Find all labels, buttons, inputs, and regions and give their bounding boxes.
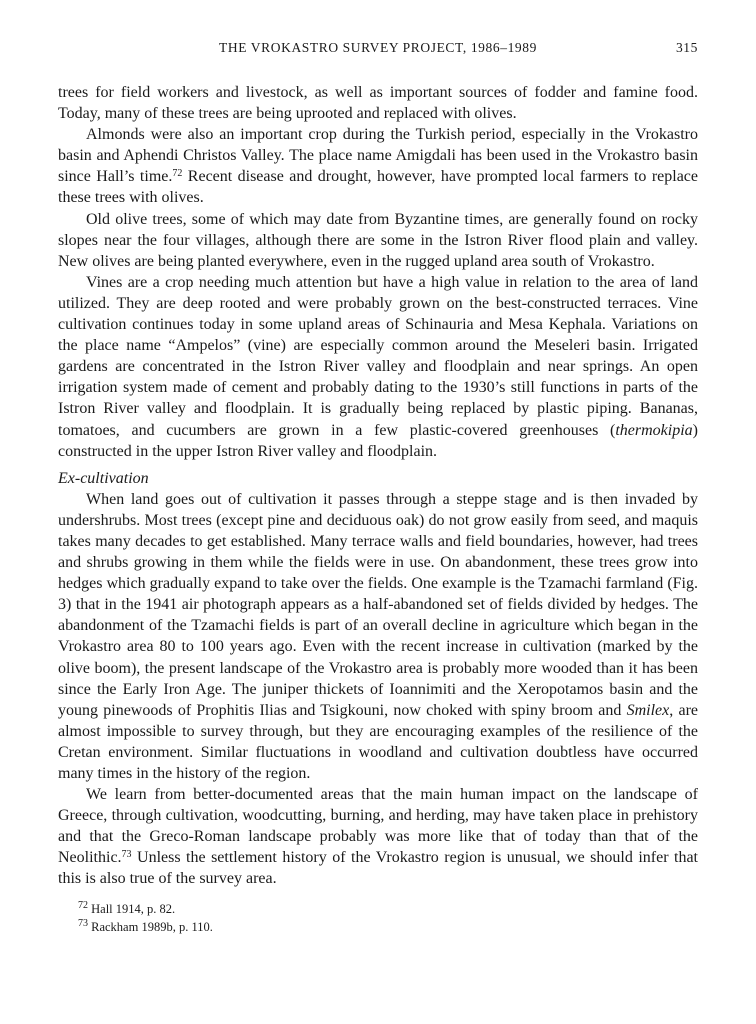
footnote-ref-72[interactable]: 72 xyxy=(172,168,183,180)
running-head xyxy=(58,40,698,62)
footnote-73: $^{73}$ Rackham 1989b, p. 110. xyxy=(78,917,213,934)
page xyxy=(58,40,698,936)
page-number: 315 xyxy=(675,40,698,55)
paragraph-6: We learn from better-documented areas that the main human impact on the landscape of Greece, through cultivation, woodcutting, burning, and herding, may have taken place in prehistory and that the Greco-Roman landscape probably was more like that of today than that of the Neolithic.$^{73}$ Unless the settlement history of the Vrokastro region is unusual, we should infer that this is also true of the survey area. xyxy=(58,786,698,888)
paragraph-2: Almonds were also an important crop during the Turkish period, especially in the Vrokastro basin and Aphendi Christos Valley. The place name Amigdali has been used in the Vrokastro basin since Hall’s time.$^{72}$ Recent disease and drought, however, have prompted local farmers to replace these trees with olives. xyxy=(58,126,699,207)
paragraph-3: Old olive trees, some of which may date from Byzantine times, are generally found on rocky slopes near the four villages, although there are some in the Istron River flood plain and valley. New olives are being planted everywhere, even in the rugged upland area south of Vrokastro. xyxy=(58,210,698,270)
footnotes xyxy=(58,900,698,936)
term-smilex: Smilex xyxy=(626,701,670,719)
paragraph-5: When land goes out of cultivation it passes through a steppe stage and is then invaded by undershrubs. Most trees (except pine and deciduous oak) do not grow easily from seed, and maquis takes many decades to get established. Many terrace walls and field boundaries, however, had trees and shrubs growing in them while the fields were in use. On abandonment, these trees grow into hedges which gradually expand to take over the fields. One example is the Tzamachi farmland (Fig. 3) that in the 1941 air photograph appears as a half-abandoned set of fields divided by hedges. The abandonment of the Tzamachi fields is part of an overall decline in agriculture which began in the Vrokastro area 80 to 100 years ago. Even with the recent increase in cultivation (marked by the olive boom), the present landscape of the Vrokastro area is probably more wooded than it has been since the Early Iron Age. The juniper thickets of Ioannimiti and the Xeropotamos basin and the young pinewoods of Prophitis Ilias and Tsigkouni, now choked with spiny broom and Smilex, are almost impossible to survey through, but they are encouraging examples of the resilience of the Cretan environment. Similar fluctuations in woodland and cultivation doubtless have occurred many times in the history of the region. xyxy=(58,490,699,782)
body-text xyxy=(58,82,698,890)
running-title: THE VROKASTRO SURVEY PROJECT, 1986–1989 xyxy=(219,40,537,55)
paragraph-4: Vines are a crop needing much attention but have a high value in relation to the area of land utilized. They are deep rooted and were probably grown on the best-constructed terraces. Vine cultivation continues today in some upland areas of Schinauria and Mesa Kephala. Variations on the place name “Ampelos” (vine) are especially common around the Meseleri basin. Irrigated gardens are concentrated in the Istron River valley and floodplain and near springs. An open irrigation system made of cement and probably dating to the 1930’s still functions in parts of the Istron River valley and floodplain. It is gradually being replaced by plastic piping. Bananas, tomatoes, and cucumbers are grown in a few plastic-covered greenhouses (thermokipia) constructed in the upper Istron River valley and floodplain. xyxy=(58,273,698,460)
footnote-72: $^{72}$ Hall 1914, p. 82. xyxy=(78,899,176,916)
term-thermokipia: thermokipia xyxy=(615,421,693,439)
paragraph-1: trees for field workers and livestock, as well as important sources of fodder and famine food. Today, many of these trees are being uprooted and replaced with olives. xyxy=(58,84,698,123)
footnote-ref-73[interactable]: 73 xyxy=(121,849,132,861)
section-heading: Ex-cultivation xyxy=(58,469,149,487)
